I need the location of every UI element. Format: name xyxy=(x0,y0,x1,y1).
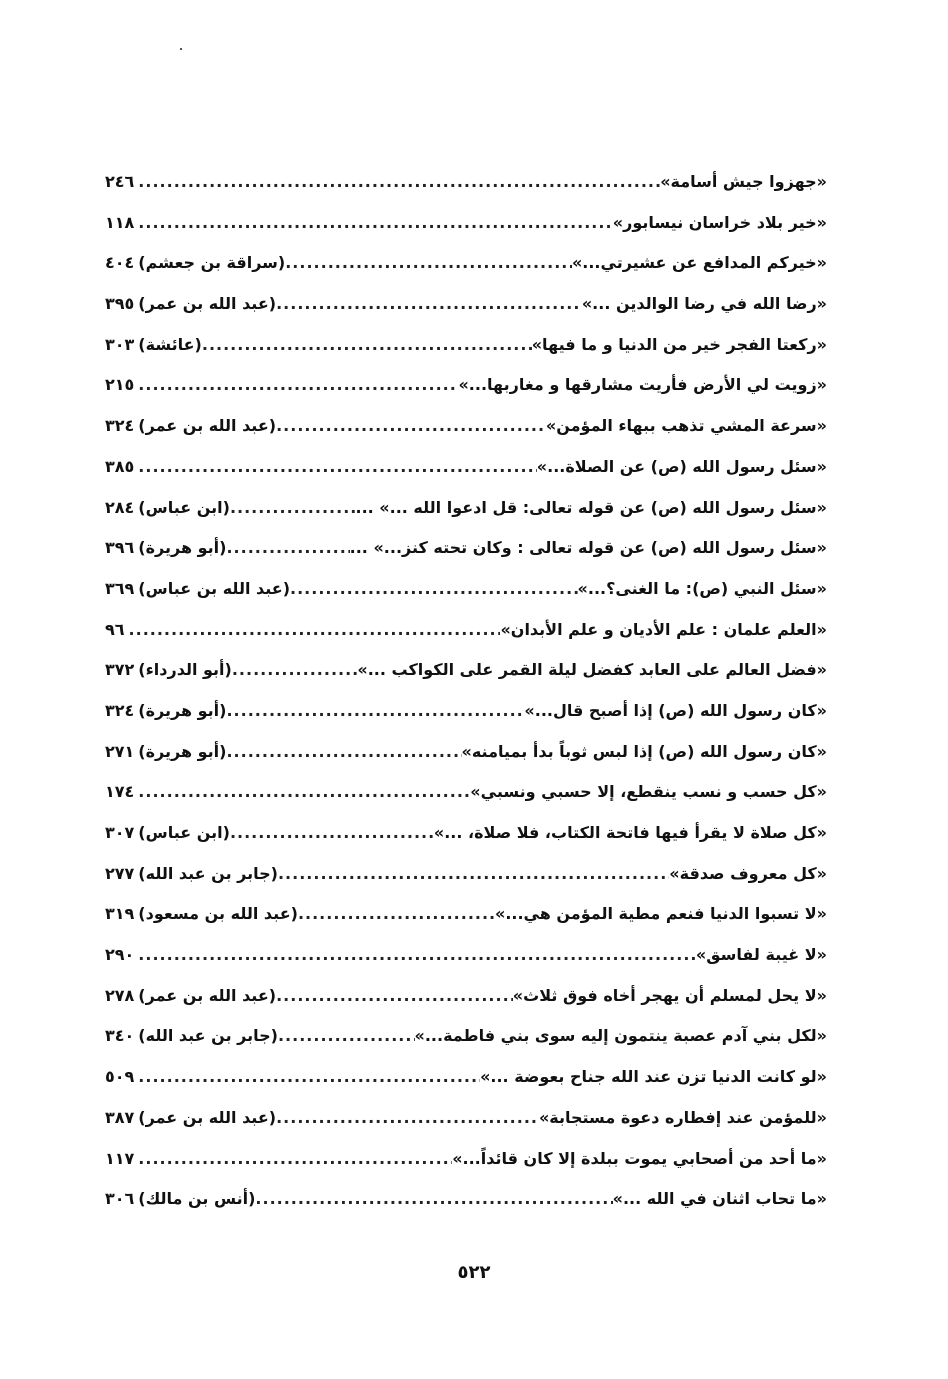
hadith-text: «للمؤمن عند إفطاره دعوة مستجابة» xyxy=(538,1107,827,1127)
page-reference: ٥٠٩ xyxy=(105,1067,135,1087)
leader-dots xyxy=(138,945,696,964)
index-entry xyxy=(105,1067,827,1108)
page-reference: ٢٧٧ xyxy=(105,863,135,883)
page-reference: ٣٠٦ xyxy=(105,1189,135,1209)
narrator: (عبد الله بن عمر) xyxy=(138,985,277,1005)
hadith-text: «سئل رسول الله (ص) عن الصلاة...» xyxy=(536,456,827,476)
leader-dots xyxy=(232,660,358,679)
leader-dots xyxy=(226,742,461,761)
narrator: (عبد الله بن عمر) xyxy=(138,1107,277,1127)
index-entry xyxy=(105,904,827,945)
narrator: (أبو الدرداء) xyxy=(138,660,232,680)
narrator: (عائشة) xyxy=(138,334,202,354)
page-reference: ٩٦ xyxy=(105,619,125,639)
narrator: (أبو هريرة) xyxy=(138,741,227,761)
leader-dots xyxy=(276,294,582,313)
page-reference: ٣٢٤ xyxy=(105,700,135,720)
index-entry xyxy=(105,945,827,986)
index-entry xyxy=(105,1108,827,1149)
leader-dots xyxy=(230,823,434,842)
leader-dots xyxy=(290,579,578,598)
page-reference: ٢٩٠ xyxy=(105,945,135,965)
index-entry xyxy=(105,782,827,823)
hadith-index-list xyxy=(105,172,827,1230)
hadith-text: «سئل النبي (ص): ما الغنى؟...» xyxy=(577,578,827,598)
leader-dots xyxy=(255,1189,612,1208)
index-entry xyxy=(105,538,827,579)
page-reference: ٢٨٤ xyxy=(105,497,135,517)
narrator: (ابن عباس) xyxy=(138,823,230,842)
index-entry xyxy=(105,742,827,783)
hadith-text: «خيركم المدافع عن عشيرتي...» xyxy=(571,253,827,273)
page-reference: ١١٧ xyxy=(105,1148,135,1168)
hadith-text: «جهزوا جيش أسامة» xyxy=(660,172,827,191)
narrator: (عبد الله بن عمر) xyxy=(138,416,277,436)
index-entry xyxy=(105,375,827,416)
index-entry xyxy=(105,335,827,376)
leader-dots xyxy=(278,1026,415,1045)
index-entry xyxy=(105,1189,827,1230)
leader-dots xyxy=(285,253,572,272)
hadith-text: «لو كانت الدنيا تزن عند الله جناح بعوضة ...» xyxy=(480,1067,827,1087)
leader-dots xyxy=(138,1067,480,1086)
leader-dots xyxy=(276,1108,539,1127)
index-entry xyxy=(105,864,827,905)
hadith-text: «كان رسول الله (ص) إذا أصبح قال...» xyxy=(524,700,827,720)
hadith-text: «لا يحل لمسلم أن يهجر أخاه فوق ثلاث» xyxy=(512,985,827,1005)
page-reference: ٢٧٨ xyxy=(105,985,135,1005)
page-reference: ١١٨ xyxy=(105,212,135,232)
leader-dots xyxy=(138,457,536,476)
index-entry xyxy=(105,457,827,498)
narrator: (عبد الله بن مسعود) xyxy=(138,904,298,924)
index-entry xyxy=(105,1149,827,1190)
narrator: (أنس بن مالك) xyxy=(138,1189,256,1209)
narrator: (عبد الله بن عمر) xyxy=(138,294,277,314)
hadith-text: «رضا الله في رضا الوالدين ...» xyxy=(581,294,827,314)
hadith-text: «لا تسبوا الدنيا فنعم مطية المؤمن هي...» xyxy=(494,904,827,924)
page-reference: ٢٤٦ xyxy=(105,172,135,191)
page-reference: ٤٠٤ xyxy=(105,253,135,273)
hadith-text: «كل معروف صدقة» xyxy=(669,863,827,883)
leader-dots xyxy=(230,498,356,517)
hadith-text: «فضل العالم على العابد كفضل ليلة القمر على الكواكب ...» xyxy=(357,660,827,680)
page-number: ٥٢٢ xyxy=(457,1262,491,1283)
narrator: (ابن عباس) xyxy=(138,497,230,517)
page-reference: ٣١٩ xyxy=(105,904,135,924)
index-entry xyxy=(105,172,827,213)
page-reference: ٣٤٠ xyxy=(105,1026,135,1046)
scan-speck xyxy=(180,48,182,50)
leader-dots xyxy=(226,538,349,557)
index-entry xyxy=(105,416,827,457)
leader-dots xyxy=(298,904,495,923)
leader-dots xyxy=(276,416,546,435)
narrator: (أبو هريرة) xyxy=(138,538,227,558)
page-reference: ٣٨٥ xyxy=(105,456,135,476)
hadith-text: «كل صلاة لا يقرأ فيها فاتحة الكتاب، فلا صلاة، ...» xyxy=(433,823,827,842)
hadith-text: «العلم علمان : علم الأديان و علم الأبدان» xyxy=(500,619,827,639)
page-reference: ٣٨٧ xyxy=(105,1107,135,1127)
page-reference: ٣٦٩ xyxy=(105,578,135,598)
page-reference: ٣٢٤ xyxy=(105,416,135,436)
narrator: (سراقة بن جعشم) xyxy=(138,253,286,273)
hadith-text: «سئل رسول الله (ص) عن قوله تعالى : وكان تحته كنز...» ... xyxy=(349,538,827,558)
hadith-text: «خير بلاد خراسان نيسابور» xyxy=(612,212,827,232)
leader-dots xyxy=(226,701,524,720)
hadith-text: «سئل رسول الله (ص) عن قوله تعالى: قل ادعوا الله ...» ... xyxy=(355,497,827,517)
index-entry xyxy=(105,660,827,701)
leader-dots xyxy=(138,375,458,394)
page-reference: ٢٧١ xyxy=(105,741,135,761)
page-reference: ٣٧٢ xyxy=(105,660,135,680)
page-reference: ٣٠٣ xyxy=(105,334,135,354)
page-reference: ٣٩٦ xyxy=(105,538,135,558)
page-reference: ٣٠٧ xyxy=(105,823,135,842)
hadith-text: «كل حسب و نسب ينقطع، إلا حسبي ونسبي» xyxy=(470,782,827,802)
index-entry xyxy=(105,294,827,335)
hadith-text: «كان رسول الله (ص) إذا لبس ثوباً بدأ بميامنه» xyxy=(461,741,827,761)
hadith-text: «ما أحد من أصحابي يموت ببلدة إلا كان قائداً...» xyxy=(452,1148,827,1168)
hadith-text: «سرعة المشي تذهب ببهاء المؤمن» xyxy=(545,416,827,436)
leader-dots xyxy=(276,986,513,1005)
index-entry xyxy=(105,253,827,294)
index-entry xyxy=(105,579,827,620)
leader-dots xyxy=(278,864,669,883)
page-reference: ٣٩٥ xyxy=(105,294,135,314)
index-entry xyxy=(105,986,827,1027)
index-entry xyxy=(105,498,827,539)
narrator: (أبو هريرة) xyxy=(138,700,227,720)
index-entry xyxy=(105,1026,827,1067)
index-entry xyxy=(105,823,827,864)
index-entry xyxy=(105,701,827,742)
leader-dots xyxy=(138,1149,452,1168)
hadith-text: «زويت لي الأرض فأريت مشارقها و مغاربها...» xyxy=(458,375,827,395)
index-entry xyxy=(105,620,827,661)
hadith-text: «ما تحاب اثنان في الله ...» xyxy=(612,1189,827,1209)
narrator: (جابر بن عبد الله) xyxy=(138,863,278,883)
leader-dots xyxy=(202,335,532,354)
index-entry xyxy=(105,213,827,254)
narrator: (جابر بن عبد الله) xyxy=(138,1026,278,1046)
leader-dots xyxy=(129,620,501,639)
leader-dots xyxy=(138,782,470,801)
leader-dots xyxy=(138,172,660,191)
hadith-text: «لا غيبة لفاسق» xyxy=(695,945,827,965)
leader-dots xyxy=(138,213,612,232)
hadith-text: «لكل بني آدم عصبة ينتمون إليه سوى بني فاطمة...» xyxy=(414,1026,827,1046)
narrator: (عبد الله بن عباس) xyxy=(138,578,291,598)
page-reference: ١٧٤ xyxy=(105,782,135,802)
hadith-text: «ركعتا الفجر خير من الدنيا و ما فيها» xyxy=(531,334,827,354)
page-reference: ٢١٥ xyxy=(105,375,135,395)
